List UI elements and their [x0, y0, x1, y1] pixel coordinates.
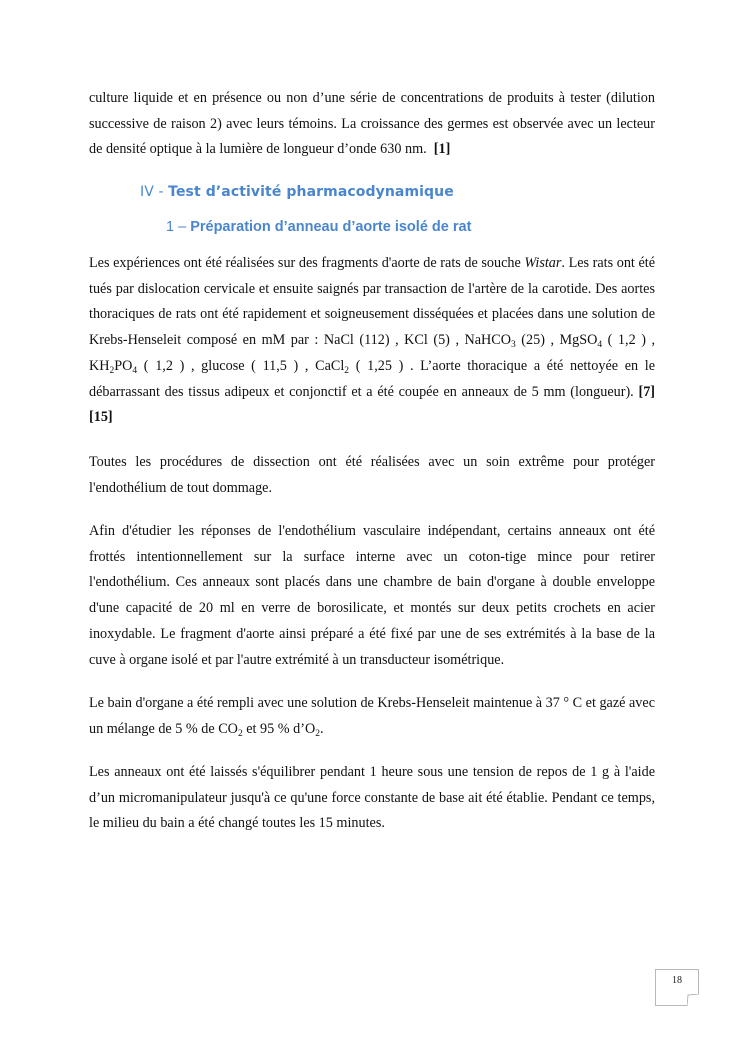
subscript: 4 — [132, 365, 138, 376]
section-title: Test d’activité pharmacodynamique — [168, 184, 454, 200]
text-run: et 95 % d’O — [242, 720, 316, 737]
citation-ref: [7] [15] — [89, 383, 656, 426]
text-run: ( 1,2 ) , KH — [89, 332, 655, 374]
paragraph-dissection — [89, 450, 655, 501]
citation-ref: [1] — [433, 141, 451, 158]
subscript: 2 — [237, 728, 243, 739]
text-run: . Les rats ont été tués par dislocation cervicale et ensuite saignés par transaction de l'artère de la carotide. Des aortes thoraciques de rats ont été rapidement et soigneusement disséquées et placées dans une solution de Krebs-Henseleit composé en mM par : NaCl (112) , KCl (5) , NaHCO — [89, 255, 655, 349]
paragraph-culture — [89, 86, 655, 163]
paragraph-equilibration — [89, 760, 655, 837]
subscript: 4 — [597, 340, 603, 351]
subsection-heading — [166, 219, 471, 235]
page-number: 18 — [672, 975, 682, 986]
section-number: IV - — [140, 184, 169, 200]
paragraph-experiments — [89, 251, 655, 431]
subscript: 2 — [109, 365, 115, 376]
text-run: ( 1,25 ) . L’aorte thoracique a été nettoyée en le débarrassant des tissus adipeux et conjonctif et a été coupée en anneaux de 5 mm (longueur). — [89, 357, 655, 400]
text-run: (25) , MgSO — [515, 332, 598, 349]
section-heading — [140, 184, 454, 200]
subscript: 3 — [511, 340, 516, 351]
text-run: ( 1,2 ) , glucose ( 11,5 ) , CaCl — [137, 357, 345, 374]
text-run: Le bain d'organe a été rempli avec une solution de Krebs-Henseleit maintenue à 37 ° C et gazé avec un mélange de 5 % de CO — [89, 695, 655, 737]
page-curl-icon — [687, 994, 699, 1006]
paragraph-text: Toutes les procédures de dissection ont été réalisées avec un soin extrême pour protéger l'endothélium de tout dommage. — [89, 454, 655, 496]
paragraph-text: culture liquide et en présence ou non d’une série de concentrations de produits à tester (dilution successive de raison 2) avec leurs témoins. La croissance des germes est observée avec un lecteur de densité optique à la lumière de longueur d’onde 630 nm. — [89, 90, 655, 158]
subsection-number: 1 – — [166, 219, 191, 235]
subscript: 2 — [344, 365, 350, 376]
subsection-title: Préparation d’anneau d’aorte isolé de rat — [190, 219, 472, 235]
text-run: Les expériences ont été réalisées sur des fragments d'aorte de rats de souche — [89, 255, 525, 271]
paragraph-text: Afin d'étudier les réponses de l'endothélium vasculaire indépendant, certains anneaux ont été frottés intentionnellement sur la surface interne avec un coton-tige mince pour retirer l'endothélium. Ces anneaux sont placés dans une chambre de bain d'organe à double enveloppe d'une capacité de 20 ml en verre de borosilicate, et montés sur deux petits crochets en acier inoxydable. Le fragment d'aorte ainsi préparé a été fixé par une de ses extrémités à la base de la cuve à organe isolé et par l'autre extrémité à un transducteur isométrique. — [89, 523, 655, 668]
paragraph-text: Les anneaux ont été laissés s'équilibrer pendant 1 heure sous une tension de repos de 1 g à l'aide d’un micromanipulateur jusqu'à ce qu'une force constante de base ait été établie. Pendant ce temps, le milieu du bain a été changé toutes les 15 minutes. — [89, 764, 655, 832]
paragraph-endothelium — [89, 519, 655, 673]
paragraph-organ-bath — [89, 691, 655, 742]
page-number-box — [655, 969, 699, 1006]
text-run: . — [319, 720, 324, 737]
subscript: 2 — [315, 728, 320, 739]
text-run: PO — [114, 357, 133, 374]
species-name: Wistar — [524, 255, 562, 271]
